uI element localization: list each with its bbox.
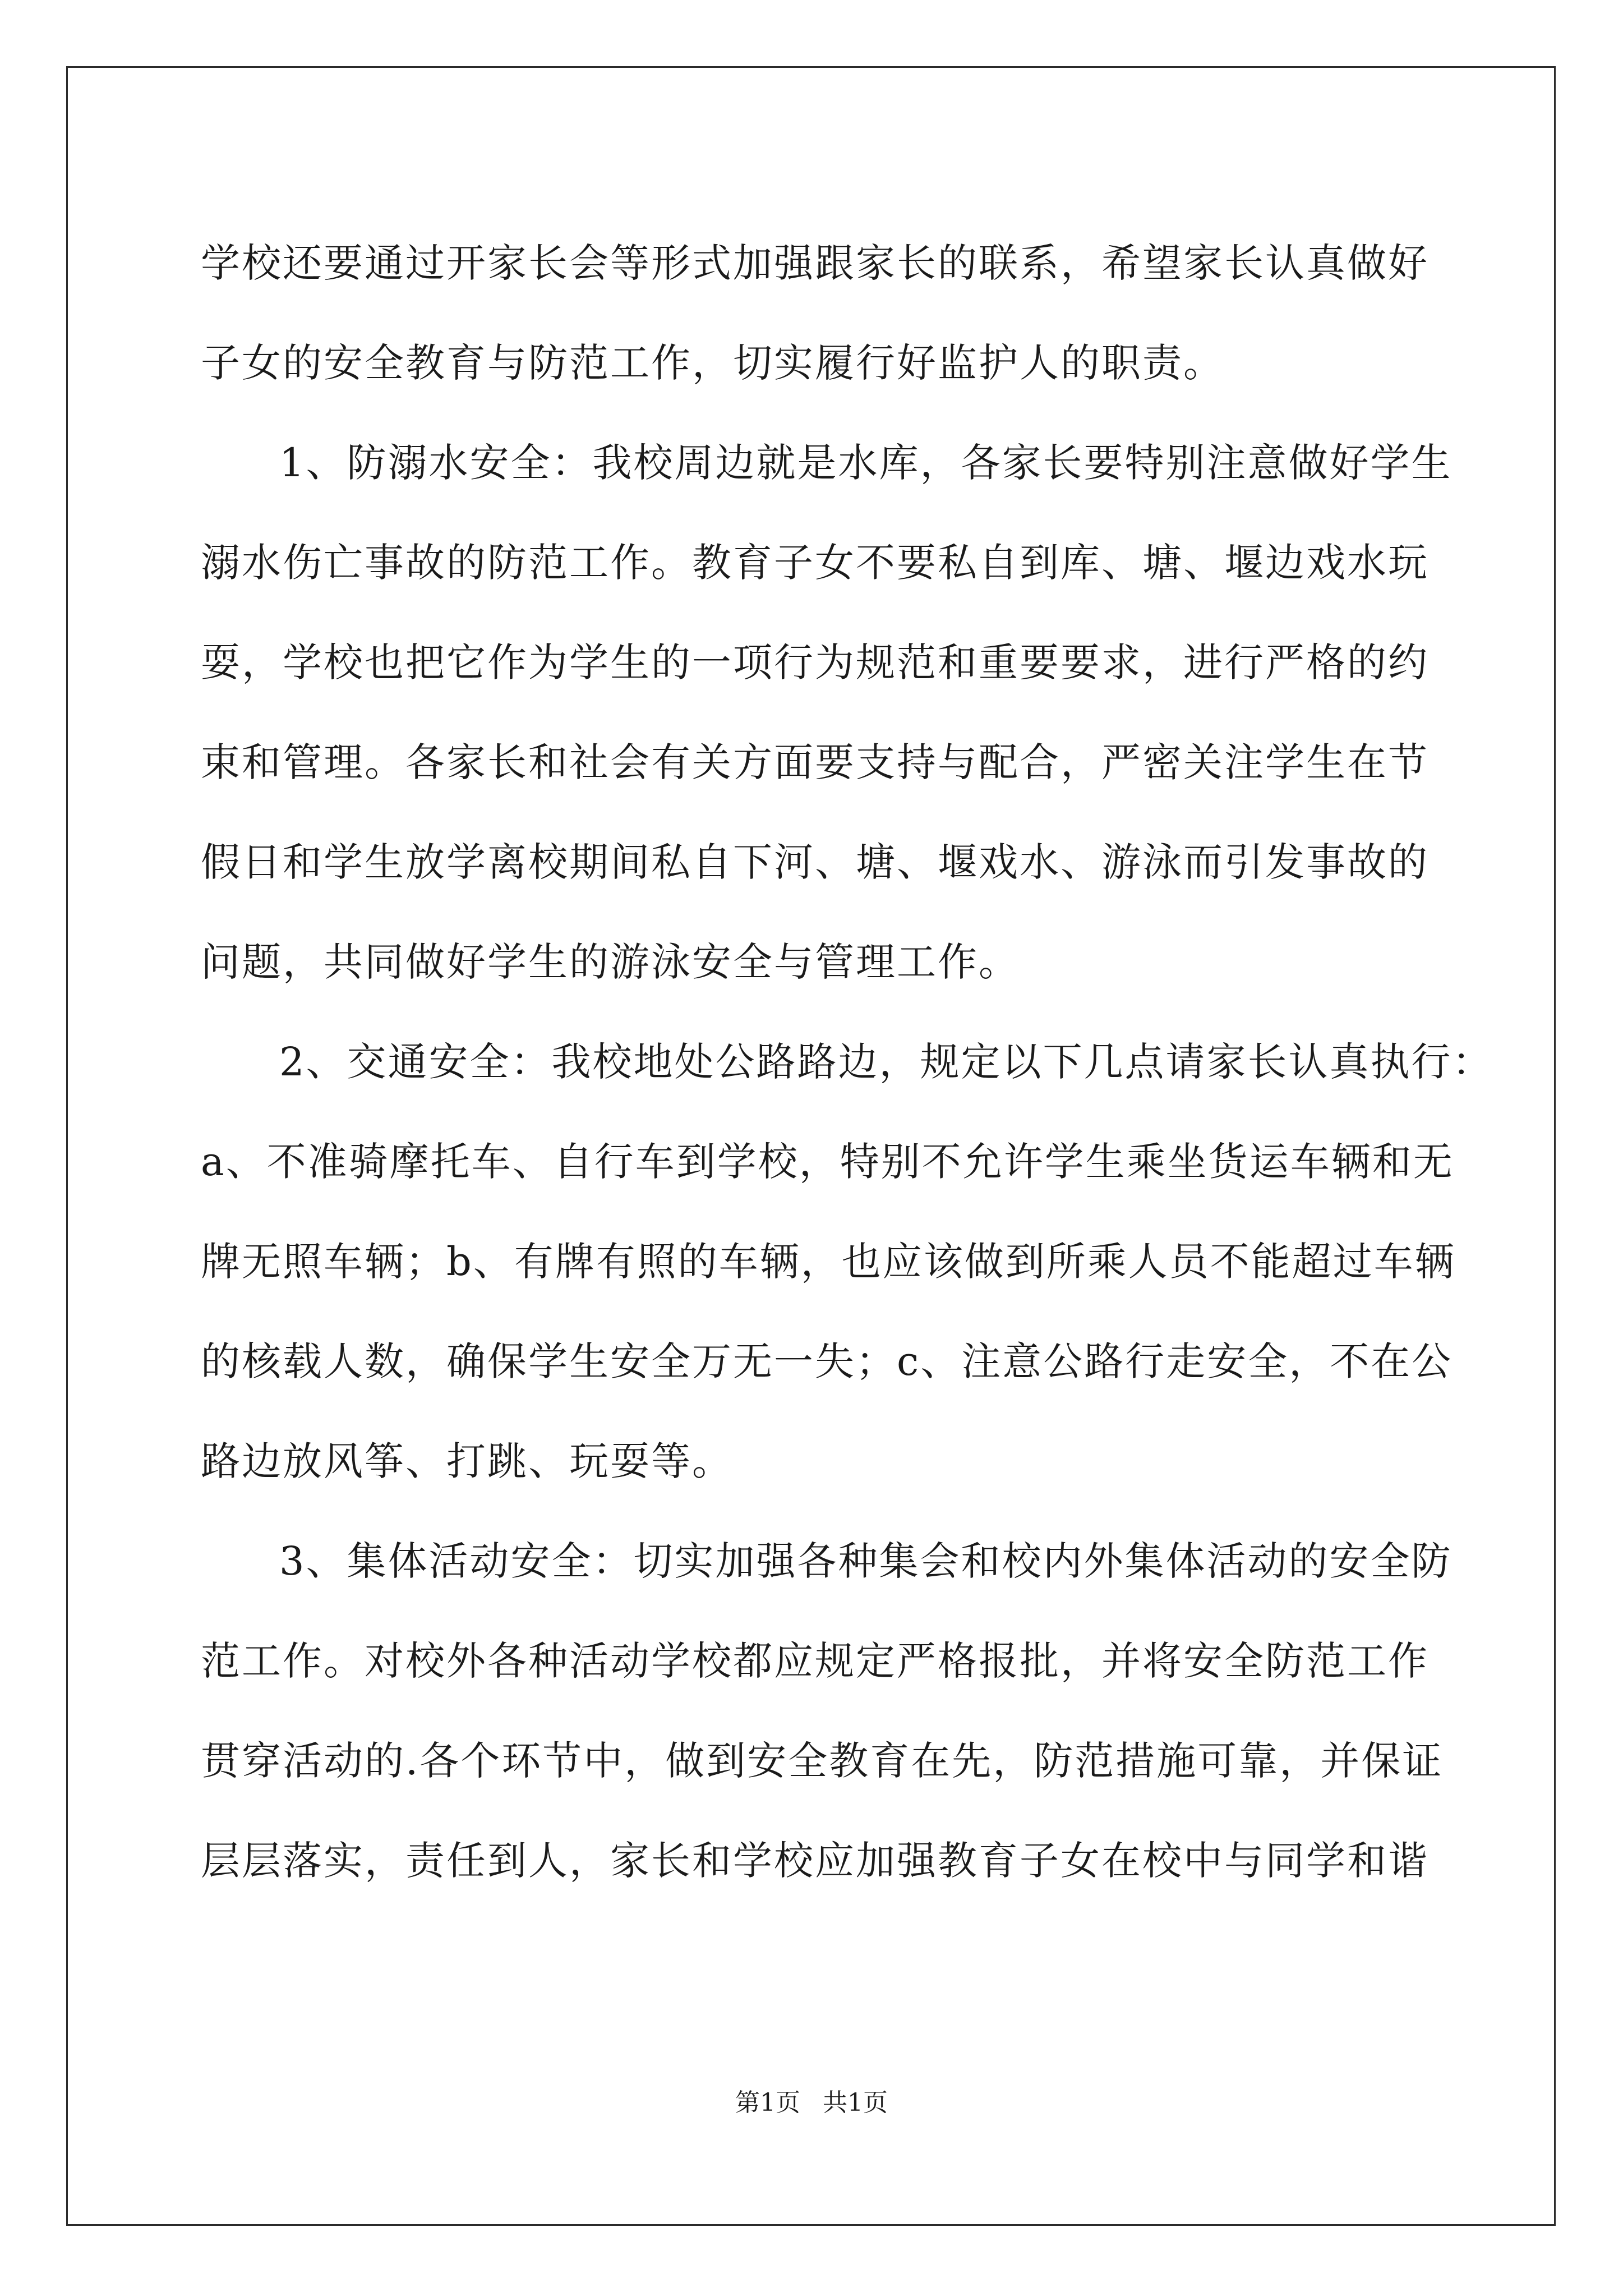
page-number: 第1页 xyxy=(735,2088,800,2117)
text-line: 路边放风筝、打跳、玩耍等。 xyxy=(201,1438,733,1484)
text-line: 牌无照车辆；b、有牌有照的车辆，也应该做到所乘人员不能超过车辆 xyxy=(201,1239,1456,1285)
text-line: 层层落实，责任到人，家长和学校应加强教育子女在校中与同学和谐 xyxy=(201,1838,1429,1884)
text-line: 耍，学校也把它作为学生的一项行为规范和重要要求，进行严格的约 xyxy=(201,639,1429,685)
text-line: 贯穿活动的.各个环节中，做到安全教育在先，防范措施可靠，并保证 xyxy=(201,1738,1444,1784)
text-line: 1、防溺水安全：我校周边就是水库，各家长要特别注意做好学生 xyxy=(279,440,1453,486)
text-line: 假日和学生放学离校期间私自下河、塘、堰戏水、游泳而引发事故的 xyxy=(201,839,1429,885)
text-line: 问题，共同做好学生的游泳安全与管理工作。 xyxy=(201,939,1020,985)
text-line: 2、交通安全：我校地处公路路边，规定以下几点请家长认真执行： xyxy=(279,1039,1493,1085)
text-line: 3、集体活动安全：切实加强各种集会和校内外集体活动的安全防 xyxy=(279,1538,1453,1584)
text-line: 束和管理。各家长和社会有关方面要支持与配合，严密关注学生在节 xyxy=(201,739,1429,785)
page-footer xyxy=(0,2082,1623,2118)
text-line: 子女的安全教育与防范工作，切实履行好监护人的职责。 xyxy=(201,340,1224,386)
text-line: 的核载人数，确保学生安全万无一失；c、注意公路行走安全，不在公 xyxy=(201,1338,1453,1384)
document-body xyxy=(201,213,1493,1911)
page-total: 共1页 xyxy=(823,2088,888,2117)
text-line: 学校还要通过开家长会等形式加强跟家长的联系，希望家长认真做好 xyxy=(201,240,1429,286)
text-line: 溺水伤亡事故的防范工作。教育子女不要私自到库、塘、堰边戏水玩 xyxy=(201,540,1429,586)
text-line: a、不准骑摩托车、自行车到学校，特别不允许学生乘坐货运车辆和无 xyxy=(201,1139,1454,1185)
text-line: 范工作。对校外各种活动学校都应规定严格报批，并将安全防范工作 xyxy=(201,1638,1429,1684)
